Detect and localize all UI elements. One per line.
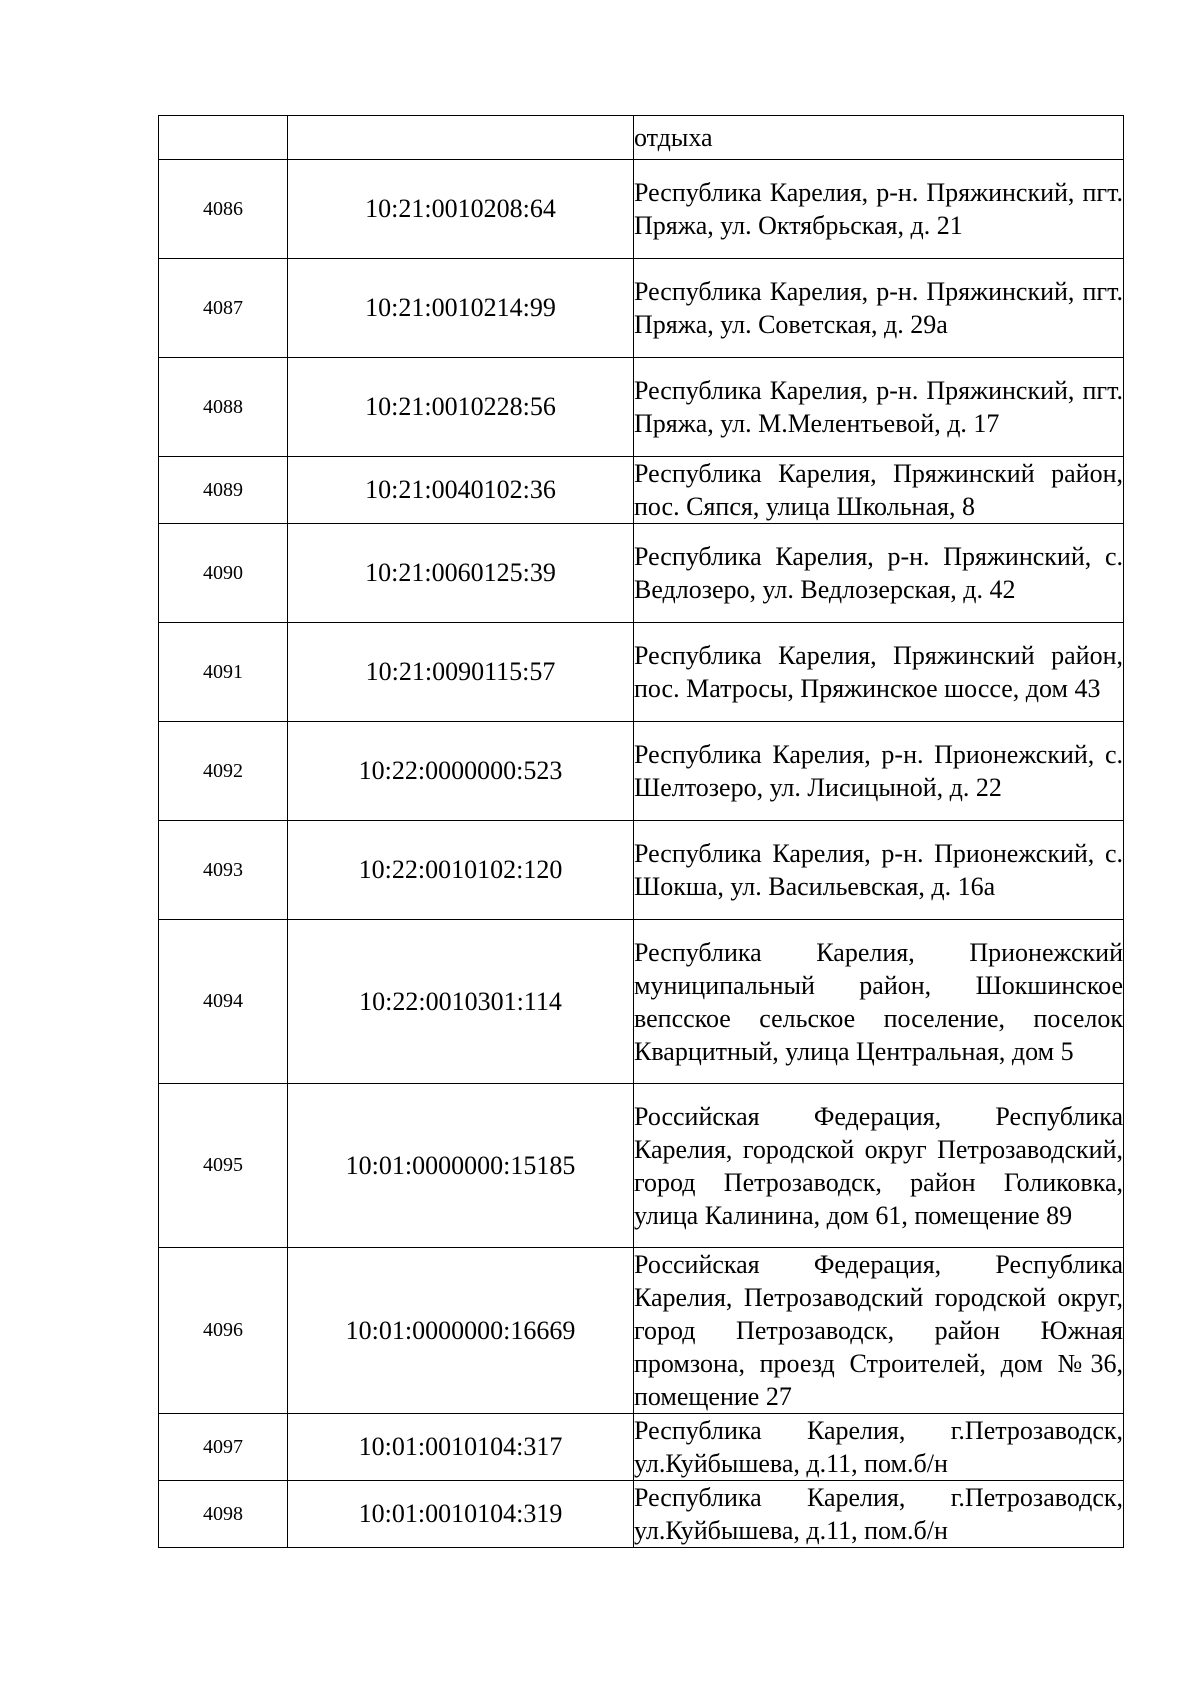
cadastral-number: 10:22:0010301:114: [288, 920, 634, 1084]
address: Республика Карелия, Пряжинский район, пос. Матросы, Пряжинское шоссе, дом 43: [634, 623, 1124, 722]
table-row: [159, 358, 1124, 457]
address: Республика Карелия, р-н. Пряжинский, пгт. Пряжа, ул. Октябрьская, д. 21: [634, 160, 1124, 259]
row-number: 4090: [159, 524, 288, 623]
row-number: 4096: [159, 1248, 288, 1414]
cadastral-number: 10:21:0040102:36: [288, 457, 634, 524]
address: Республика Карелия, р-н. Пряжинский, пгт. Пряжа, ул. Советская, д. 29а: [634, 259, 1124, 358]
row-number: 4089: [159, 457, 288, 524]
cadastral-number: 10:21:0060125:39: [288, 524, 634, 623]
row-number: 4092: [159, 722, 288, 821]
address: Республика Карелия, р-н. Пряжинский, пгт. Пряжа, ул. М.Мелентьевой, д. 17: [634, 358, 1124, 457]
cadastral-number: 10:01:0000000:15185: [288, 1084, 634, 1248]
cadastral-number: 10:22:0000000:523: [288, 722, 634, 821]
row-number: [159, 116, 288, 160]
table-row: [159, 116, 1124, 160]
table-row: [159, 1481, 1124, 1548]
address: Республика Карелия, г.Петрозаводск, ул.Куйбышева, д.11, пом.б/н: [634, 1414, 1124, 1481]
address: Республика Карелия, р-н. Пряжинский, с. Ведлозеро, ул. Ведлозерская, д. 42: [634, 524, 1124, 623]
address: Республика Карелия, г.Петрозаводск, ул.Куйбышева, д.11, пом.б/н: [634, 1481, 1124, 1548]
address: Республика Карелия, Прионежский муниципальный район, Шокшинское вепсское сельское поселение, поселок Кварцитный, улица Центральная, дом 5: [634, 920, 1124, 1084]
cadastral-number: 10:01:0010104:319: [288, 1481, 634, 1548]
cadastral-number: 10:01:0000000:16669: [288, 1248, 634, 1414]
cadastral-number: 10:21:0090115:57: [288, 623, 634, 722]
table-row: [159, 1414, 1124, 1481]
table-row: [159, 920, 1124, 1084]
address: Республика Карелия, р-н. Прионежский, с. Шелтозеро, ул. Лисицыной, д. 22: [634, 722, 1124, 821]
row-number: 4095: [159, 1084, 288, 1248]
row-number: 4097: [159, 1414, 288, 1481]
table-row: [159, 259, 1124, 358]
table-row: [159, 821, 1124, 920]
cadastral-number: 10:01:0010104:317: [288, 1414, 634, 1481]
row-number: 4087: [159, 259, 288, 358]
cadastral-number: 10:21:0010214:99: [288, 259, 634, 358]
cadastral-number: [288, 116, 634, 160]
row-number: 4094: [159, 920, 288, 1084]
address: отдыха: [634, 116, 1124, 160]
table-row: [159, 524, 1124, 623]
row-number: 4091: [159, 623, 288, 722]
row-number: 4086: [159, 160, 288, 259]
row-number: 4098: [159, 1481, 288, 1548]
table-row: [159, 1248, 1124, 1414]
table-row: [159, 722, 1124, 821]
table-row: [159, 457, 1124, 524]
address: Республика Карелия, р-н. Прионежский, с. Шокша, ул. Васильевская, д. 16а: [634, 821, 1124, 920]
table-row: [159, 623, 1124, 722]
cadastral-number: 10:22:0010102:120: [288, 821, 634, 920]
cadastral-number: 10:21:0010208:64: [288, 160, 634, 259]
address: Республика Карелия, Пряжинский район, пос. Сяпся, улица Школьная, 8: [634, 457, 1124, 524]
address: Российская Федерация, Республика Карелия, городской округ Петрозаводский, город Петрозаводск, район Голиковка, улица Калинина, дом 61, помещение 89: [634, 1084, 1124, 1248]
address: Российская Федерация, Республика Карелия, Петрозаводский городской округ, город Петрозаводск, район Южная промзона, проезд Строителей, дом №36, помещение 27: [634, 1248, 1124, 1414]
cadastral-number: 10:21:0010228:56: [288, 358, 634, 457]
registry-table: [158, 115, 1124, 1548]
table-row: [159, 1084, 1124, 1248]
row-number: 4088: [159, 358, 288, 457]
table-row: [159, 160, 1124, 259]
row-number: 4093: [159, 821, 288, 920]
